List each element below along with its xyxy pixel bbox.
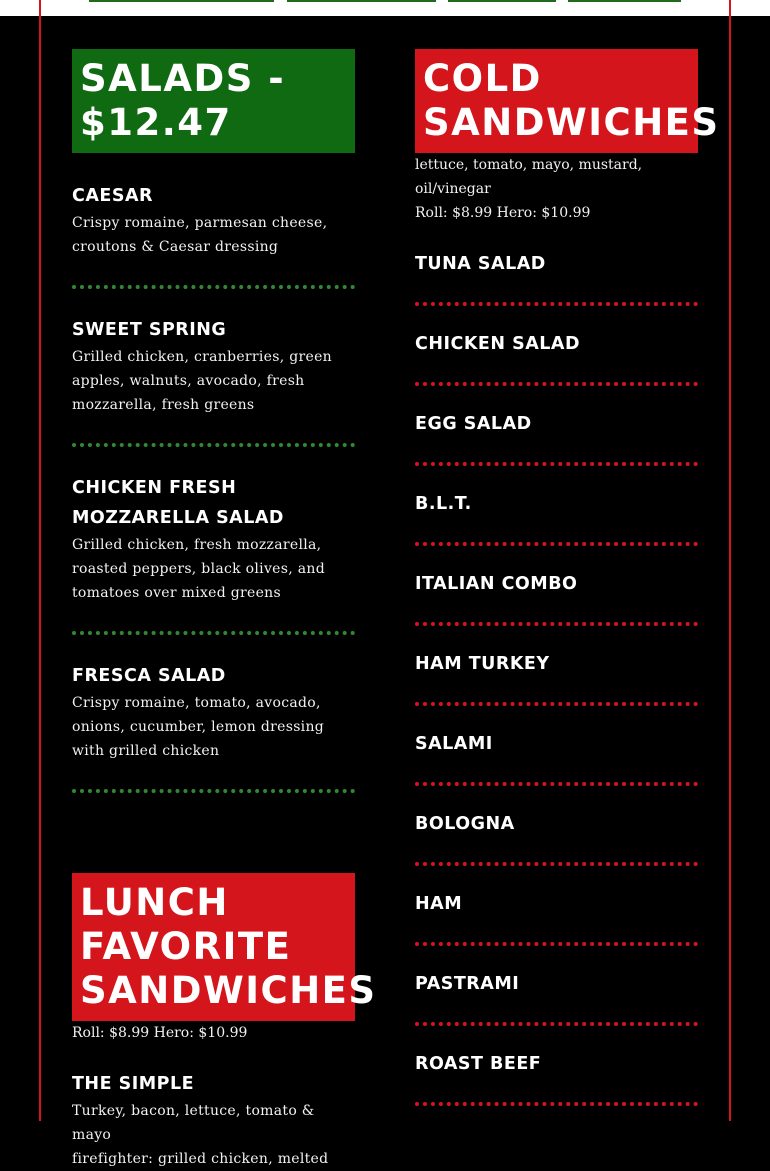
menu-frame-right-border [729,0,731,1121]
dotted-divider [415,462,698,466]
salad-item-fresca [72,661,355,763]
item-title: CAESAR [72,186,153,206]
cold-sandwich-item: B.L.T. [415,494,472,514]
item-title: SWEET SPRING [72,320,227,340]
dotted-divider [72,443,355,447]
dotted-divider [415,702,698,706]
nav-tab-4[interactable] [568,0,681,2]
cold-sandwiches-heading: COLD SANDWICHES [415,49,698,153]
dotted-divider [72,789,355,793]
nav-tab-1[interactable] [89,0,274,2]
salad-item-caesar [72,181,355,259]
salad-item-sweet-spring [72,315,355,417]
item-description: Crispy romaine, parmesan cheese, croutons & Caesar dressing [72,215,328,255]
right-column [415,49,720,1106]
cold-sandwich-item: HAM [415,894,463,914]
dotted-divider [72,631,355,635]
dotted-divider [415,782,698,786]
dotted-divider [72,285,355,289]
cold-sandwich-item: SALAMI [415,734,493,754]
nav-tab-2[interactable] [287,0,436,2]
cold-sandwich-item: ITALIAN COMBO [415,574,578,594]
cold-sandwich-item: EGG SALAD [415,414,532,434]
cold-price-note: Roll: $8.99 Hero: $10.99 [415,205,591,221]
dotted-divider [415,1022,698,1026]
item-description: Grilled chicken, cranberries, green apples, walnuts, avocado, fresh mozzarella, fresh greens [72,349,332,413]
menu-frame-left-border [39,0,41,1121]
item-title: CHICKEN FRESH MOZZARELLA SALAD [72,478,284,528]
cold-sandwich-item: BOLOGNA [415,814,515,834]
item-title: FRESCA SALAD [72,666,226,686]
cold-sandwich-item: HAM TURKEY [415,654,550,674]
lunch-favorite-heading: LUNCH FAVORITE SANDWICHES [72,873,355,1021]
item-description: Turkey, bacon, lettuce, tomato & mayo [72,1103,315,1143]
dotted-divider [415,1102,698,1106]
item-description: Crispy romaine, tomato, avocado, onions, cucumber, lemon dressing with grilled chicken [72,695,325,759]
item-description: Grilled chicken, fresh mozzarella, roasted peppers, black olives, and tomatoes over mixed greens [72,537,325,601]
cold-sandwich-item: PASTRAMI [415,974,520,994]
cold-sandwiches-description: lettuce, tomato, mayo, mustard, oil/vinegar [415,157,643,197]
dotted-divider [415,942,698,946]
item-description: firefighter: grilled chicken, melted [72,1151,329,1167]
cold-sandwich-item: TUNA SALAD [415,254,546,274]
dotted-divider [415,862,698,866]
salads-heading: SALADS - $12.47 [72,49,355,153]
cold-sandwich-item: ROAST BEEF [415,1054,542,1074]
cold-sandwich-item: CHICKEN SALAD [415,334,580,354]
salad-item-chicken-fresh-mozzarella [72,473,355,605]
cold-sandwich-list [415,249,698,1106]
dotted-divider [415,542,698,546]
lunch-price-note: Roll: $8.99 Hero: $10.99 [72,1025,248,1041]
lunch-item-the-simple [72,1069,355,1171]
item-title: THE SIMPLE [72,1074,195,1094]
top-navigation-bar [0,0,770,16]
dotted-divider [415,382,698,386]
left-column [72,49,377,1171]
nav-tab-3[interactable] [448,0,556,2]
dotted-divider [415,302,698,306]
dotted-divider [415,622,698,626]
